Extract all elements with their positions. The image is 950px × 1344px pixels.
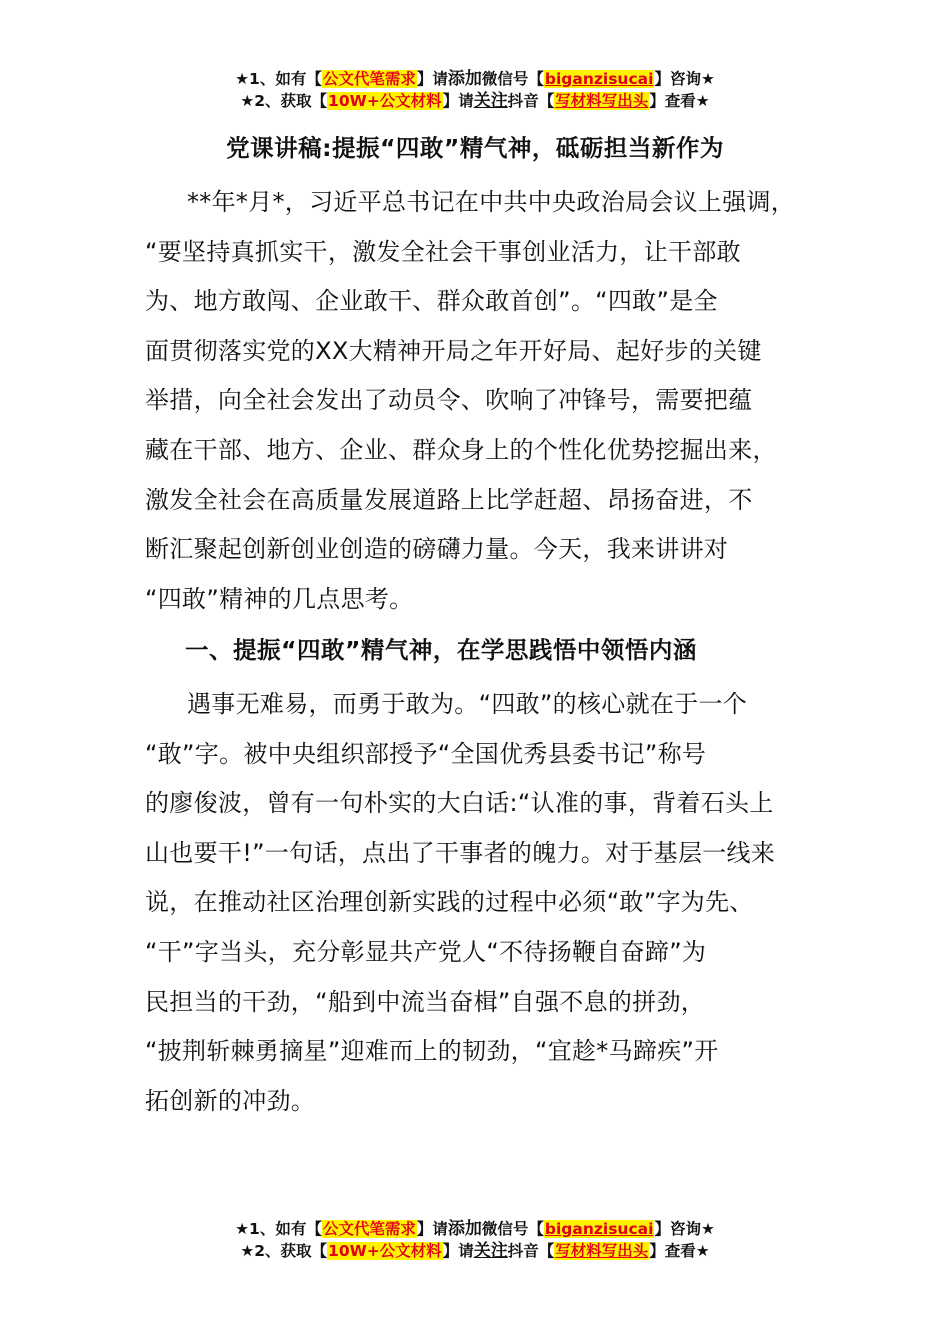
paragraph-line: “披荆斩棘勇摘星”迎难而上的韧劲，“宜趁*马蹄疾”开	[145, 1037, 719, 1066]
section-heading-1: 一、提振“四敢”精气神，在学思践悟中领悟内涵	[185, 636, 697, 664]
paragraph-line: 藏在干部、地方、企业、群众身上的个性化优势挖掘出来，	[145, 435, 777, 464]
paragraph-line: **年*月*，习近平总书记在中共中央政治局会议上强调，	[187, 188, 796, 216]
paragraph-line: “干”字当头，充分彰显共产党人“不待扬鞭自奋蹄”为	[145, 937, 707, 966]
paragraph-line: “敢”字。被中央组织部授予“全国优秀县委书记”称号	[145, 739, 707, 768]
promo-banner-bottom	[0, 1218, 950, 1262]
paragraph-line: “四敢”精神的几点思考。	[145, 584, 414, 613]
paragraph-section-1	[145, 680, 817, 1126]
wechat-id-link[interactable]: biganzisucai	[544, 70, 654, 88]
promo-line-2: ★2、获取【10W+公文材料】请关注抖音【写材料写出头】查看★	[240, 91, 710, 111]
promo-line-2: ★2、获取【10W+公文材料】请关注抖音【写材料写出头】查看★	[240, 1241, 710, 1261]
paragraph-line: 说，在推动社区治理创新实践的过程中必须“敢”字为先、	[145, 888, 754, 917]
paragraph-intro	[145, 178, 817, 624]
wechat-id-link[interactable]: biganzisucai	[544, 1220, 654, 1238]
promo-highlight: 10W+公文材料	[328, 92, 442, 110]
paragraph-line: 山也要干!”一句话，点出了干事者的魄力。对于基层一线来	[145, 838, 776, 867]
paragraph-line: 拓创新的冲劲。	[145, 1086, 316, 1115]
promo-highlight: 公文代笔需求	[322, 1220, 416, 1238]
paragraph-line: 面贯彻落实党的XX大精神开局之年开好局、起好步的关键	[145, 336, 762, 365]
paragraph-line: 民担当的干劲，“船到中流当奋楫”自强不息的拼劲，	[145, 987, 706, 1016]
promo-banner-top	[0, 68, 950, 112]
promo-highlight: 公文代笔需求	[322, 70, 416, 88]
paragraph-line: “要坚持真抓实干，激发全社会干事创业活力，让干部敢	[145, 237, 741, 266]
promo-line-1: ★1、如有【公文代笔需求】请添加微信号【biganzisucai】咨询★	[235, 1219, 715, 1239]
promo-line-1: ★1、如有【公文代笔需求】请添加微信号【biganzisucai】咨询★	[235, 69, 715, 89]
douyin-account-link[interactable]: 写材料写出头	[555, 1242, 649, 1260]
promo-highlight: 10W+公文材料	[328, 1242, 442, 1260]
document-title: 党课讲稿:提振“四敢”精气神，砥砺担当新作为	[226, 134, 724, 162]
paragraph-line: 的廖俊波，曾有一句朴实的大白话:“认准的事，背着石头上	[145, 789, 774, 818]
paragraph-line: 激发全社会在高质量发展道路上比学赶超、昂扬奋进，不	[145, 485, 753, 514]
douyin-account-link[interactable]: 写材料写出头	[555, 92, 649, 110]
paragraph-line: 断汇聚起创新创业创造的磅礴力量。今天，我来讲讲对	[145, 535, 729, 564]
paragraph-line: 举措，向全社会发出了动员令、吹响了冲锋号，需要把蕴	[145, 386, 753, 415]
paragraph-line: 遇事无难易，而勇于敢为。“四敢”的核心就在于一个	[187, 690, 748, 718]
paragraph-line: 为、地方敢闯、企业敢干、群众敢首创”。“四敢”是全	[145, 287, 718, 316]
